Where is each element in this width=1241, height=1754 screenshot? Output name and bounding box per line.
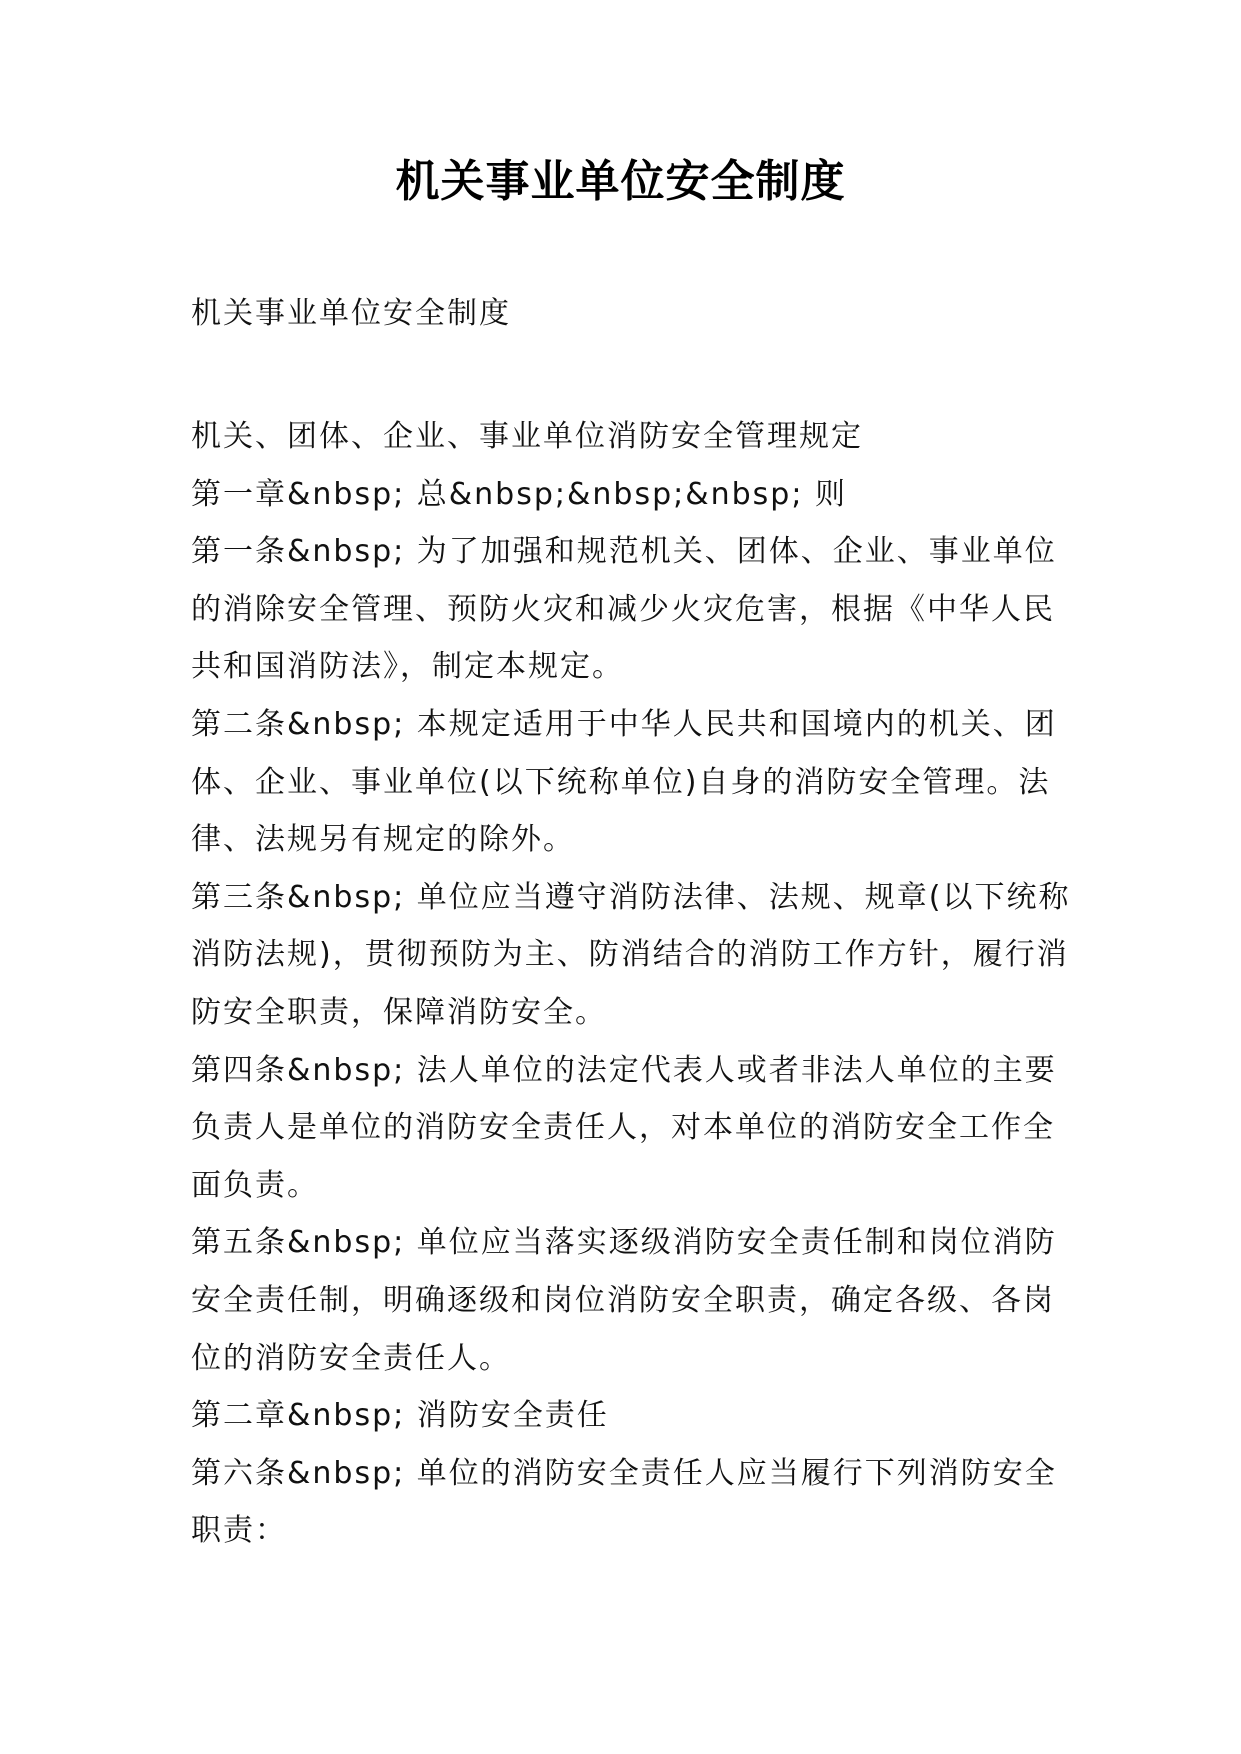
article-5: 第五条&nbsp; 单位应当落实逐级消防安全责任制和岗位消防安全责任制，明确逐级和岗位消防安全职责，确定各级、各岗位的消防安全责任人。 — [191, 1225, 1057, 1376]
paragraph-heading: 机关、团体、企业、事业单位消防安全管理规定 — [191, 419, 863, 454]
document-title: 机关事业单位安全制度 — [395, 156, 846, 207]
document-subtitle: 机关事业单位安全制度 — [191, 296, 511, 331]
article-1: 第一条&nbsp; 为了加强和规范机关、团体、企业、事业单位的消除安全管理、预防火灾和减少火灾危害，根据《中华人民共和国消防法》，制定本规定。 — [191, 534, 1057, 685]
article-4: 第四条&nbsp; 法人单位的法定代表人或者非法人单位的主要负责人是单位的消防安全责任人，对本单位的消防安全工作全面负责。 — [191, 1052, 1057, 1203]
chapter-1-heading: 第一章&nbsp; 总&nbsp;&nbsp;&nbsp; 则 — [191, 476, 847, 512]
article-6: 第六条&nbsp; 单位的消防安全责任人应当履行下列消防安全职责： — [191, 1455, 1057, 1549]
article-2: 第二条&nbsp; 本规定适用于中华人民共和国境内的机关、团体、企业、事业单位(以下统称单位)自身的消防安全管理。法律、法规另有规定的除外。 — [191, 706, 1057, 858]
article-3: 第三条&nbsp; 单位应当遵守消防法律、法规、规章(以下统称消防法规)，贯彻预防为主、防消结合的消防工作方针，履行消防安全职责，保障消防安全。 — [191, 879, 1071, 1030]
document-body — [191, 408, 1071, 1560]
chapter-2-heading: 第二章&nbsp; 消防安全责任 — [191, 1398, 609, 1434]
